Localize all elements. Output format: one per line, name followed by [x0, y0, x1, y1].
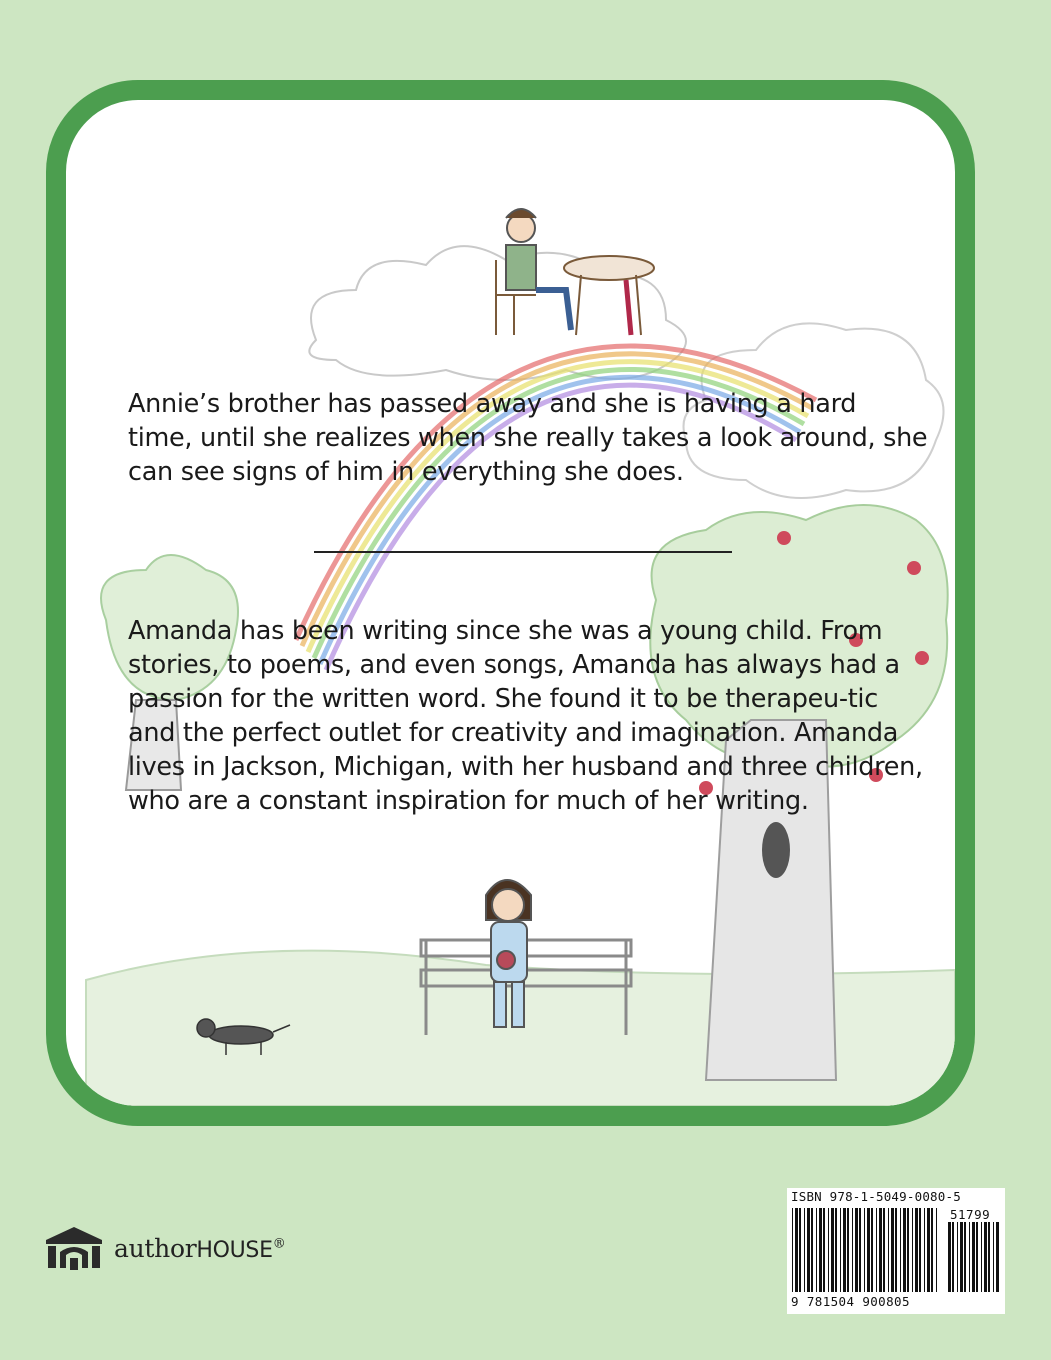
barcode-bar — [811, 1208, 813, 1292]
barcode-bar — [883, 1208, 885, 1292]
barcode-bar — [957, 1222, 958, 1292]
barcode-bar — [993, 1222, 994, 1292]
isbn-barcode — [787, 1188, 1005, 1314]
book-blurb: Annie’s brother has passed away and she is having a hard time, until she realizes when she really takes a look around, she can see signs of him in everything she does. — [128, 389, 928, 487]
barcode-bar — [867, 1208, 870, 1292]
barcode-bar — [807, 1208, 810, 1292]
barcode-bar — [855, 1208, 858, 1292]
barcode-bar — [984, 1222, 987, 1292]
barcode-bar — [936, 1208, 937, 1292]
barcode-bar — [819, 1208, 822, 1292]
registered-mark: ® — [272, 1236, 286, 1252]
ean-digits: 9 781504 900805 — [791, 1294, 910, 1309]
barcode-bar — [952, 1222, 954, 1292]
barcode-bar — [900, 1208, 901, 1292]
barcode-bar — [879, 1208, 882, 1292]
barcode-bar — [871, 1208, 873, 1292]
barcode-bar — [864, 1208, 865, 1292]
barcode-bar — [903, 1208, 906, 1292]
barcode-bar — [828, 1208, 829, 1292]
barcode-bar — [823, 1208, 825, 1292]
barcode-bar — [888, 1208, 889, 1292]
barcode-bar — [972, 1222, 975, 1292]
boy-figure — [496, 209, 571, 335]
barcode-bar — [976, 1222, 978, 1292]
barcode-bar — [948, 1222, 951, 1292]
barcode-bar — [964, 1222, 966, 1292]
barcode-bar — [931, 1208, 933, 1292]
barcode-bar — [981, 1222, 982, 1292]
barcode-bar — [799, 1208, 801, 1292]
spilled-paint — [626, 280, 631, 335]
barcode-bar — [792, 1208, 793, 1292]
illustration-panel — [46, 80, 975, 1126]
barcode-bar — [924, 1208, 925, 1292]
barcode-bar — [915, 1208, 918, 1292]
barcode-bar — [859, 1208, 861, 1292]
barcode-bar — [996, 1222, 999, 1292]
barcode-bar — [876, 1208, 877, 1292]
price-code: 51799 — [950, 1207, 991, 1222]
barcode-bars — [790, 1208, 1002, 1294]
barcode-bar — [831, 1208, 834, 1292]
barcode-bar — [912, 1208, 913, 1292]
barcode-bar — [907, 1208, 909, 1292]
cloud-table — [564, 256, 654, 335]
author-bio: Amanda has been writing since she was a young child. From stories, to poems, and even songs, Amanda has always had a passion for the written word. She found it to be therapeu-tic and the perfect outlet for creativity and imagination. Amanda lives in Jackson, Michigan, with her husband and three children, who are a constant inspiration for much of her writing. — [128, 616, 923, 816]
barcode-bar — [816, 1208, 817, 1292]
barcode-bar — [969, 1222, 970, 1292]
barcode-bar — [840, 1208, 841, 1292]
barcode-bar — [960, 1222, 963, 1292]
barcode-bar — [895, 1208, 897, 1292]
barcode-bar — [927, 1208, 930, 1292]
barcode-bar — [843, 1208, 846, 1292]
publisher-name — [114, 1234, 285, 1263]
isbn-label: ISBN 978-1-5049-0080-5 — [791, 1189, 961, 1204]
publisher-logo — [42, 1224, 285, 1272]
authorhouse-logo-icon — [42, 1224, 106, 1272]
barcode-bar — [988, 1222, 990, 1292]
barcode-bar — [847, 1208, 849, 1292]
publisher-name-prefix: author — [114, 1233, 197, 1263]
barcode-bar — [852, 1208, 853, 1292]
barcode-bar — [891, 1208, 894, 1292]
publisher-name-suffix: HOUSE — [196, 1237, 273, 1263]
section-divider — [314, 551, 732, 553]
barcode-bar — [919, 1208, 921, 1292]
barcode-bar — [835, 1208, 837, 1292]
crayon-illustration — [66, 100, 955, 1106]
barcode-bar — [795, 1208, 798, 1292]
barcode-bar — [804, 1208, 805, 1292]
